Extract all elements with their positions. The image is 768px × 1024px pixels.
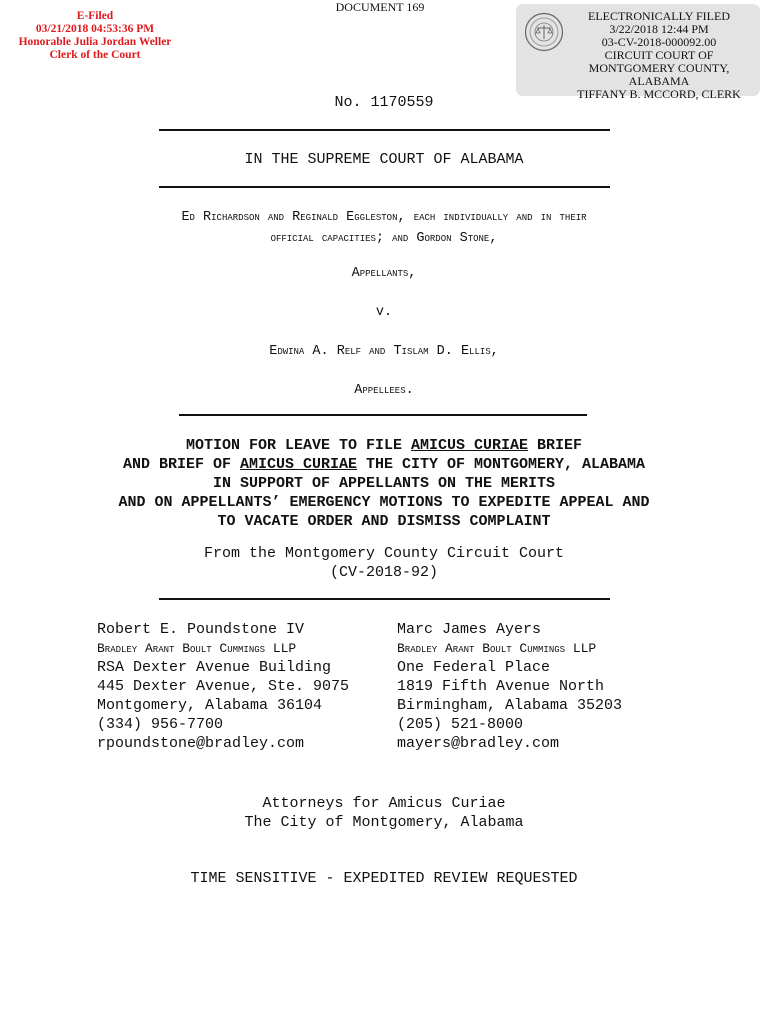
efiled-stamp-left — [10, 10, 180, 62]
city-state-zip: Birmingham, Alabama 35203 — [397, 697, 623, 714]
attorneys-for — [0, 794, 768, 832]
motion-line-5: TO VACATE ORDER AND DISMISS COMPLAINT — [217, 513, 551, 530]
origin-court: From the Montgomery County Circuit Court — [203, 545, 565, 562]
amicus-curiae-underlined: AMICUS CURIAE — [411, 437, 529, 454]
divider — [159, 129, 610, 131]
law-firm: Bradley Arant Boult Cummings LLP — [397, 641, 597, 656]
motion-text: THE CITY OF MONTGOMERY, ALABAMA — [357, 456, 646, 473]
motion-line-2 — [0, 455, 768, 474]
motion-line-3: IN SUPPORT OF APPELLANTS ON THE MERITS — [212, 475, 556, 492]
efiled-judge: Honorable Julia Jordan Weller — [18, 36, 172, 48]
motion-title — [0, 436, 768, 531]
stamp-line-clerk: TIFFANY B. MCCORD, CLERK — [577, 87, 741, 101]
lower-court-origin — [0, 544, 768, 582]
divider — [159, 598, 610, 600]
court-name: IN THE SUPREME COURT OF ALABAMA — [244, 151, 524, 168]
divider — [179, 414, 587, 416]
attorney-block-left — [97, 620, 349, 753]
appellants-role: Appellants, — [351, 266, 417, 281]
address-line: RSA Dexter Avenue Building — [97, 659, 332, 676]
appellees-role: Appellees. — [354, 383, 414, 398]
motion-text: BRIEF — [528, 437, 583, 454]
efiled-label: E-Filed — [76, 10, 114, 22]
address-line: One Federal Place — [397, 659, 551, 676]
stamp-line-court: CIRCUIT COURT OF — [604, 48, 714, 62]
email: rpoundstone@bradley.com — [97, 735, 305, 752]
motion-line-4: AND ON APPELLANTS’ EMERGENCY MOTIONS TO EXPEDITE APPEAL AND — [118, 494, 650, 511]
city-state-zip: Montgomery, Alabama 36104 — [97, 697, 323, 714]
address-line: 445 Dexter Avenue, Ste. 9075 — [97, 678, 350, 695]
motion-line-1 — [0, 436, 768, 455]
versus: v. — [375, 305, 393, 320]
divider — [159, 186, 610, 188]
case-number: No. 1170559 — [334, 94, 434, 111]
stamp-line-filed: ELECTRONICALLY FILED — [587, 9, 730, 23]
attorneys-for-line-1: Attorneys for Amicus Curiae — [262, 795, 506, 812]
amicus-curiae-underlined: AMICUS CURIAE — [239, 456, 357, 473]
appellants-line-2: official capacities; and Gordon Stone, — [270, 231, 498, 246]
attorney-name: Robert E. Poundstone IV — [97, 621, 305, 638]
appellees-names: Edwina A. Relf and Tislam D. Ellis, — [269, 344, 499, 359]
motion-text: AND BRIEF OF — [122, 456, 240, 473]
attorney-name: Marc James Ayers — [397, 621, 542, 638]
appellants-names — [0, 207, 768, 249]
efiled-timestamp: 03/21/2018 04:53:36 PM — [35, 23, 155, 35]
phone: (205) 521-8000 — [397, 716, 524, 733]
appellants-line-1: Ed Richardson and Reginald Eggleston, each individually and in their — [181, 210, 587, 225]
attorneys-for-line-2: The City of Montgomery, Alabama — [244, 814, 524, 831]
attorney-block-right — [397, 620, 622, 753]
time-sensitive-notice: TIME SENSITIVE - EXPEDITED REVIEW REQUESTED — [190, 870, 578, 887]
address-line: 1819 Fifth Avenue North — [397, 678, 605, 695]
origin-case-number: (CV-2018-92) — [329, 564, 439, 581]
email: mayers@bradley.com — [397, 735, 560, 752]
motion-text: MOTION FOR LEAVE TO FILE — [185, 437, 411, 454]
electronic-filing-stamp — [516, 4, 760, 101]
efiled-clerk-title: Clerk of the Court — [49, 49, 141, 61]
stamp-line-datetime: 3/22/2018 12:44 PM — [609, 22, 709, 36]
document-number: DOCUMENT 169 — [335, 0, 425, 14]
stamp-text — [558, 10, 760, 101]
stamp-line-case: 03-CV-2018-000092.00 — [601, 35, 717, 49]
law-firm: Bradley Arant Boult Cummings LLP — [97, 641, 297, 656]
stamp-line-county: MONTGOMERY COUNTY, ALABAMA — [588, 61, 730, 88]
phone: (334) 956-7700 — [97, 716, 224, 733]
